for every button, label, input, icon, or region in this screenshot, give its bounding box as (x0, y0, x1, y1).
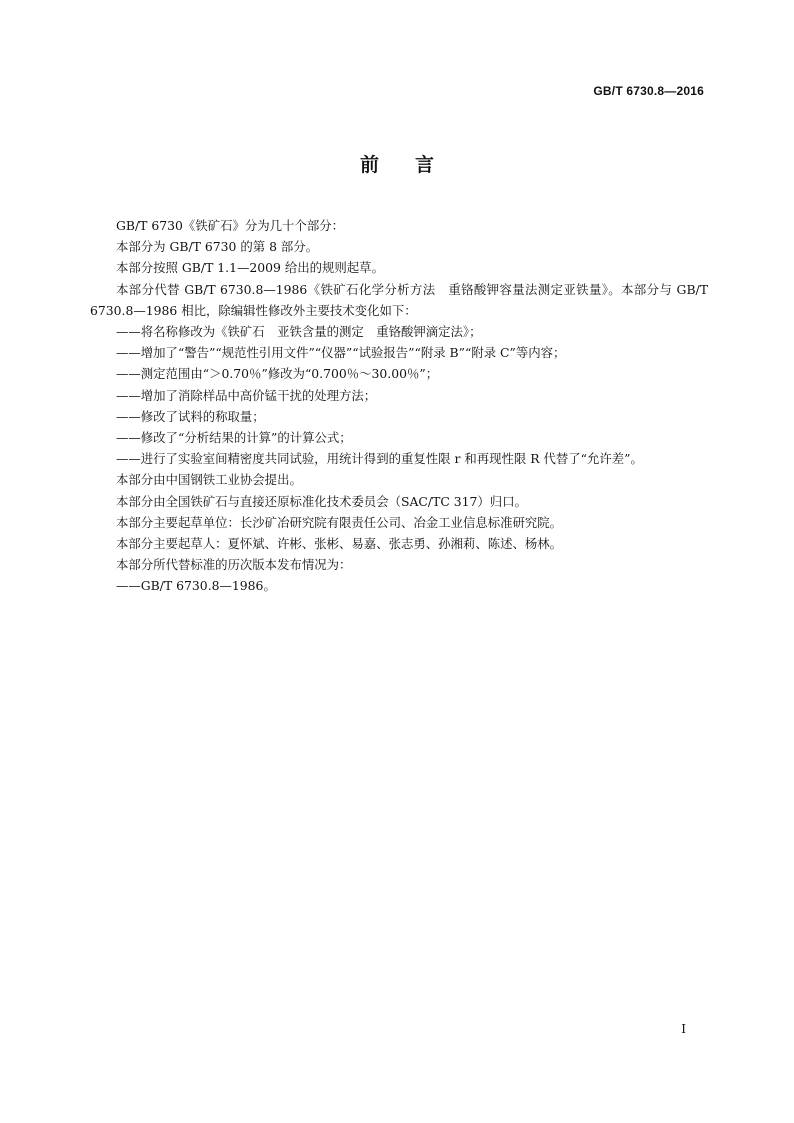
list-item: ——将名称修改为《铁矿石 亚铁含量的测定 重铬酸钾滴定法》； (116, 324, 482, 340)
paragraph: 本部分主要起草单位：长沙矿冶研究院有限责任公司、冶金工业信息标准研究院。 (116, 514, 563, 530)
paragraph: 本部分由全国铁矿石与直接还原标准化技术委员会（SAC/TC 317）归口。 (116, 493, 527, 509)
list-item: ——测定范围由“＞0.70％”修改为“0.700％～30.00％”； (116, 366, 439, 382)
list-item: ——GB/T 6730.8—1986。 (116, 578, 276, 594)
foreword-body (90, 215, 708, 597)
list-item: ——修改了试料的称取量； (116, 408, 265, 424)
page-title: 前言 (359, 154, 470, 176)
page-number: I (681, 1022, 686, 1036)
paragraph: 本部分按照 GB/T 1.1—2009 给出的规则起草。 (116, 260, 384, 276)
paragraph: GB/T 6730《铁矿石》分为几十个部分： (116, 218, 344, 233)
paragraph: 本部分主要起草人：夏怀斌、许彬、张彬、易嘉、张志勇、孙湘莉、陈述、杨林。 (116, 536, 563, 552)
list-item: ——增加了“警告”“规范性引用文件”“仪器”“试验报告”“附录 B”“附录 C”等内容； (116, 345, 566, 361)
paragraph: 本部分由中国钢铁工业协会提出。 (116, 472, 302, 488)
list-item: ——增加了消除样品中高价锰干扰的处理方法； (116, 387, 377, 403)
paragraph: 本部分为 GB/T 6730 的第 8 部分。 (116, 239, 319, 255)
standard-number: GB/T 6730.8—2016 (593, 84, 704, 98)
list-item: ——进行了实验室间精密度共同试验，用统计得到的重复性限 r 和再现性限 R 代替了“允许差”。 (116, 451, 643, 467)
paragraph: 本部分代替 GB/T 6730.8—1986《铁矿石化学分析方法 重铬酸钾容量法测定亚铁量》。本部分与 GB/T 6730.8—1986 相比，除编辑性修改外主要技术变化如下： (90, 281, 708, 318)
paragraph: 本部分所代替标准的历次版本发布情况为： (116, 557, 352, 573)
list-item: ——修改了“分析结果的计算”的计算公式； (116, 430, 352, 446)
